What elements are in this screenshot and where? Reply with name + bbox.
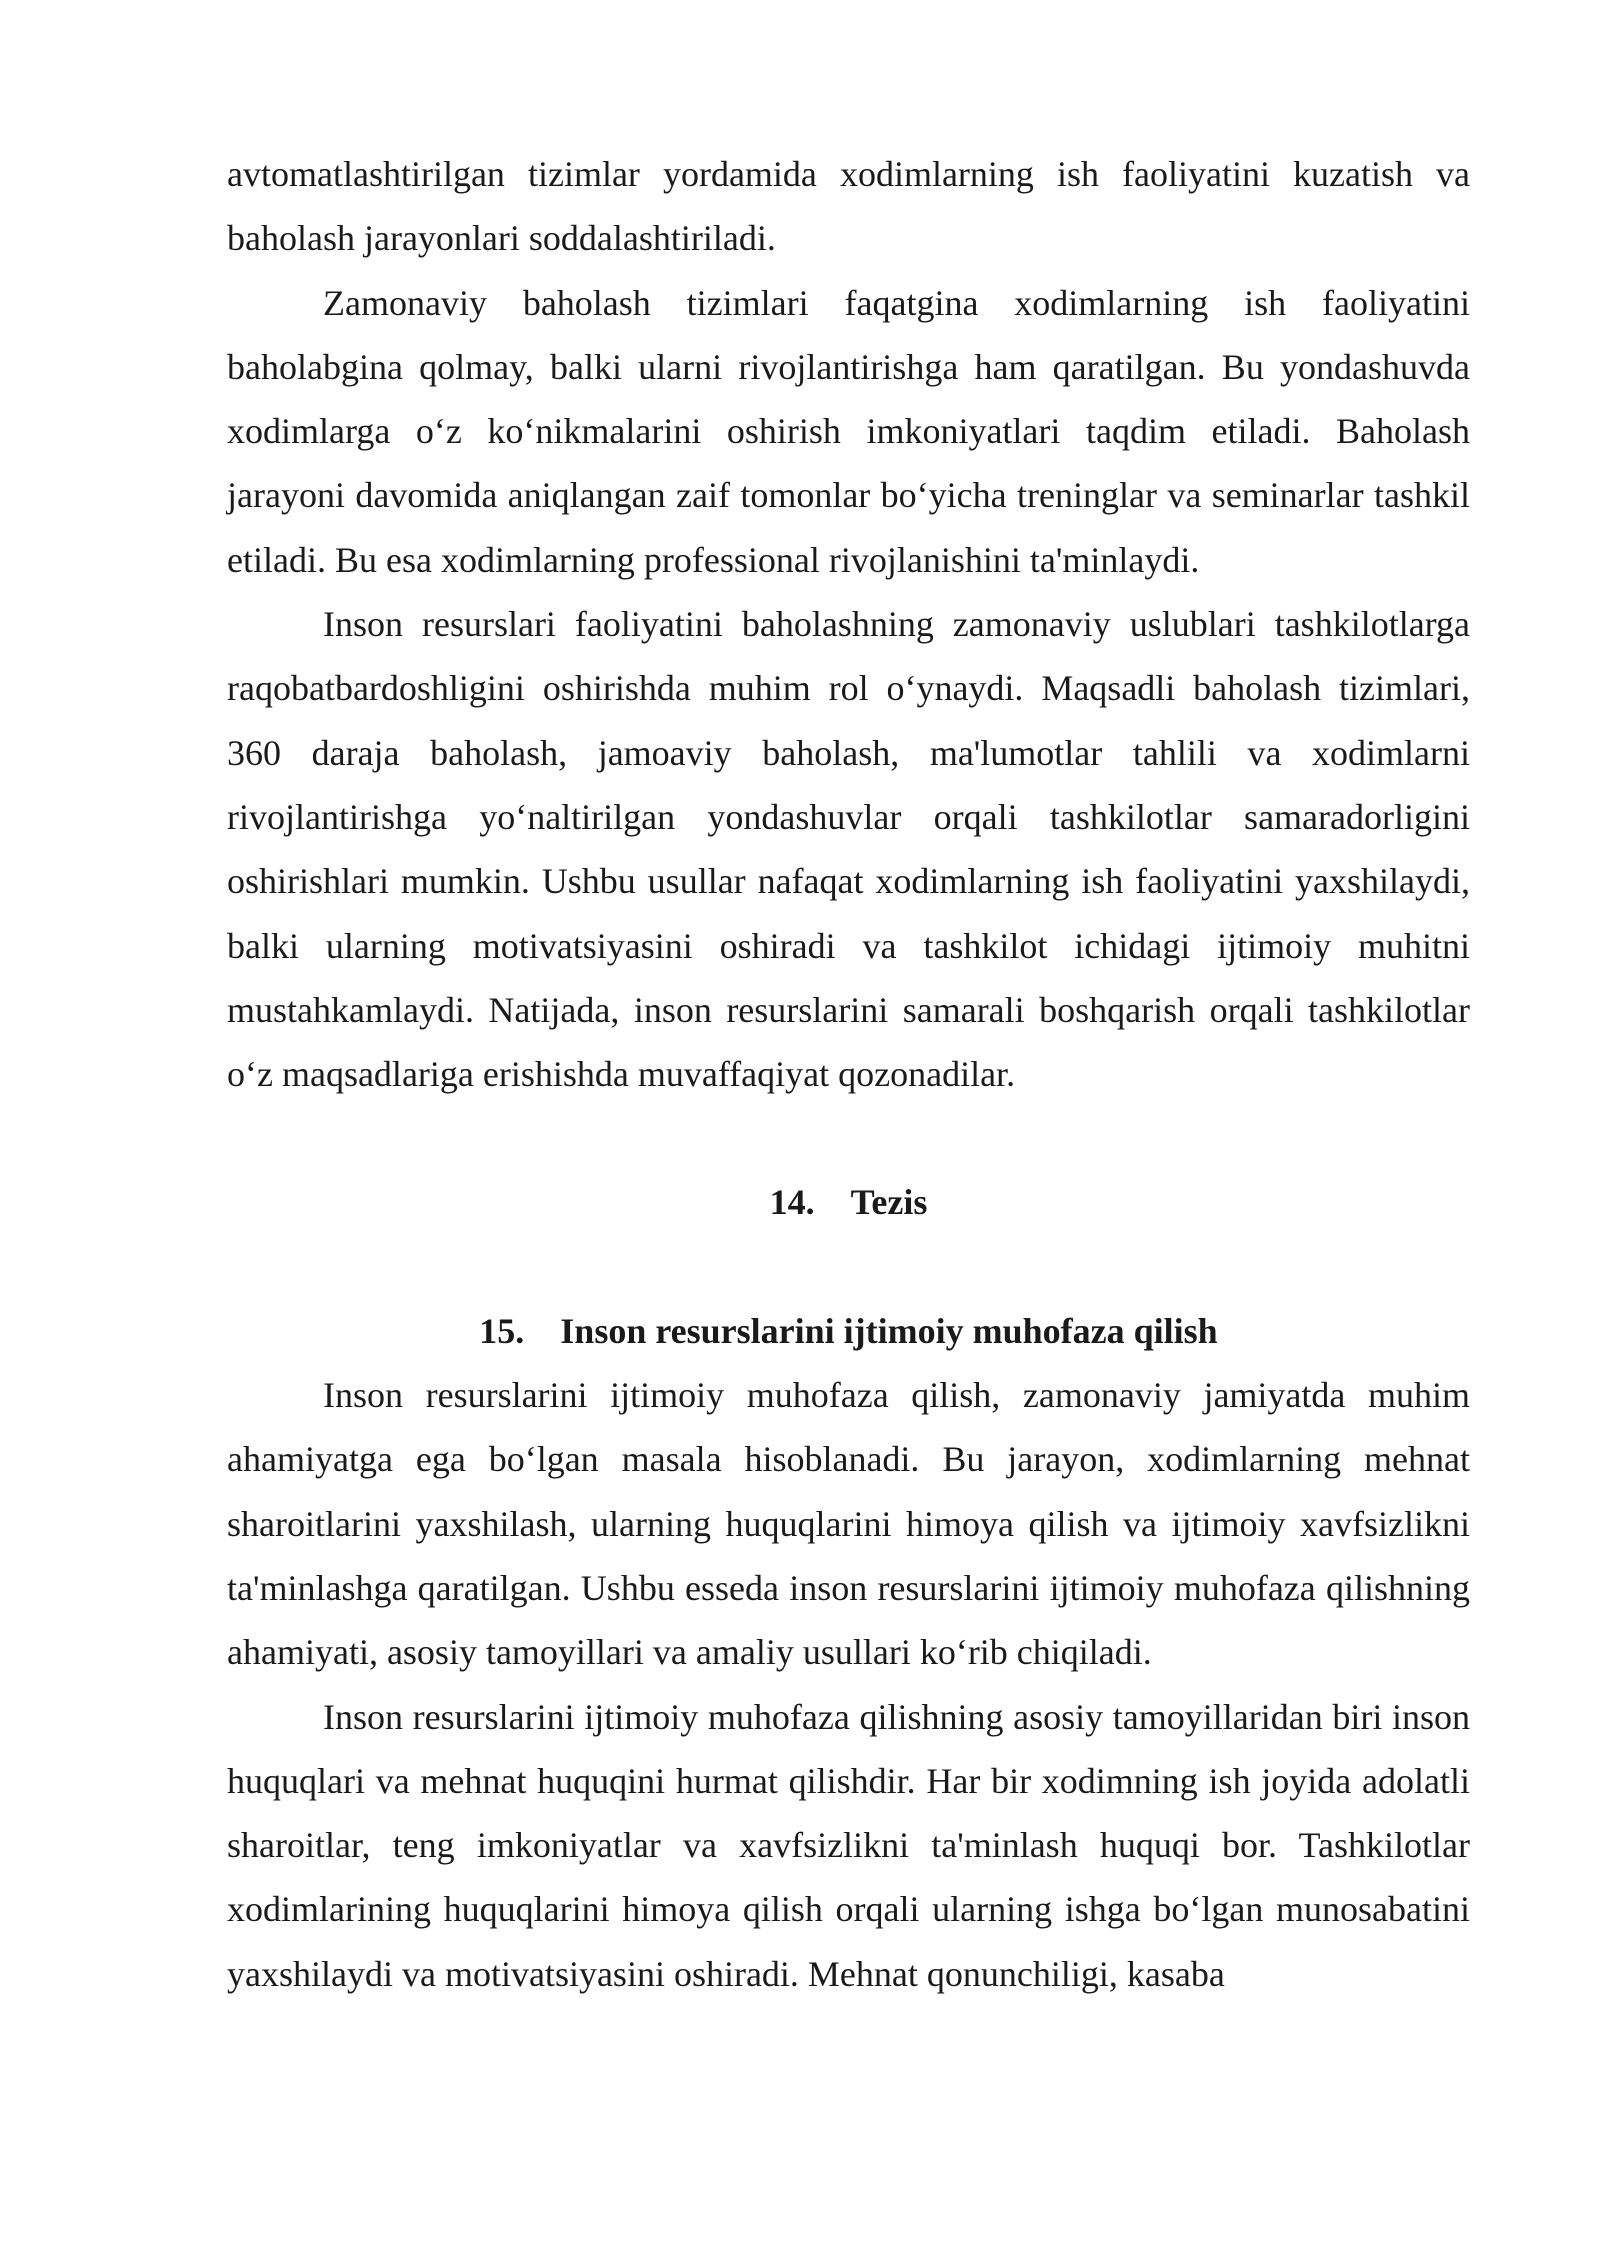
- paragraph-social-protection-principles: Inson resurslarini ijtimoiy muhofaza qilishning asosiy tamoyillaridan biri inson huquqlari va mehnat huquqini hurmat qilishdir. Har bir xodimning ish joyida adolatli sharoitlar, teng imkoniyatlar va xavfsizlikni ta'minlash huquqi bor. Tashkilotlar xodimlarining huquqlarini himoya qilish orqali ularning ishga bo‘lgan munosabatini yaxshilaydi va motivatsiyasini oshiradi. Mehnat qonunchiligi, kasaba: [227, 1696, 1470, 1994]
- paragraph-evaluation-methods: Inson resurslari faoliyatini baholashning zamonaviy uslublari tashkilotlarga raqobatbardoshligini oshirishda muhim rol o‘ynaydi. Maqsadli baholash tizimlari, 360 daraja baholash, jamoaviy baholash, ma'lumotlar tahlili va xodimlarni rivojlantirishga yo‘naltirilgan yondashuvlar orqali tashkilotlar samaradorligini oshirishlari mumkin. Ushbu usullar nafaqat xodimlarning ish faoliyatini yaxshilaydi, balki ularning motivatsiyasini oshiradi va tashkilot ichidagi ijtimoiy muhitni mustahkamlaydi. Natijada, inson resurslarini samarali boshqarish orqali tashkilotlar o‘z maqsadlariga erishishda muvaffaqiyat qozonadilar.: [227, 604, 1470, 1095]
- spacer: [227, 1235, 1470, 1299]
- heading-title: Tezis: [850, 1182, 928, 1223]
- heading-title: Inson resurslarini ijtimoiy muhofaza qilish: [560, 1310, 1218, 1351]
- section-heading-15: [227, 1299, 1470, 1363]
- paragraph-social-protection-intro: Inson resurslarini ijtimoiy muhofaza qilish, zamonaviy jamiyatda muhim ahamiyatga ega bo‘lgan masala hisoblanadi. Bu jarayon, xodimlarning mehnat sharoitlarini yaxshilash, ularning huquqlarini himoya qilish va ijtimoiy xavfsizlikni ta'minlashga qaratilgan. Ushbu esseda inson resurslarini ijtimoiy muhofaza qilishning ahamiyati, asosiy tamoyillari va amaliy usullari ko‘rib chiqiladi.: [227, 1375, 1470, 1673]
- paragraph-continuation: avtomatlashtirilgan tizimlar yordamida xodimlarning ish faoliyatini kuzatish va baholash jarayonlari soddalashtiriladi.: [227, 154, 1470, 259]
- document-page: [227, 142, 1470, 2006]
- section-heading-14: [227, 1170, 1470, 1234]
- heading-number: 15.: [479, 1310, 525, 1351]
- heading-number: 14.: [769, 1182, 815, 1223]
- paragraph-modern-evaluation: Zamonaviy baholash tizimlari faqatgina xodimlarning ish faoliyatini baholabgina qolmay, balki ularni rivojlantirishga ham qaratilgan. Bu yondashuvda xodimlarga o‘z ko‘nikmalarini oshirish imkoniyatlari taqdim etiladi. Baholash jarayoni davomida aniqlangan zaif tomonlar bo‘yicha treninglar va seminarlar tashkil etiladi. Bu esa xodimlarning professional rivojlanishini ta'minlaydi.: [227, 282, 1470, 580]
- spacer: [227, 1106, 1470, 1170]
